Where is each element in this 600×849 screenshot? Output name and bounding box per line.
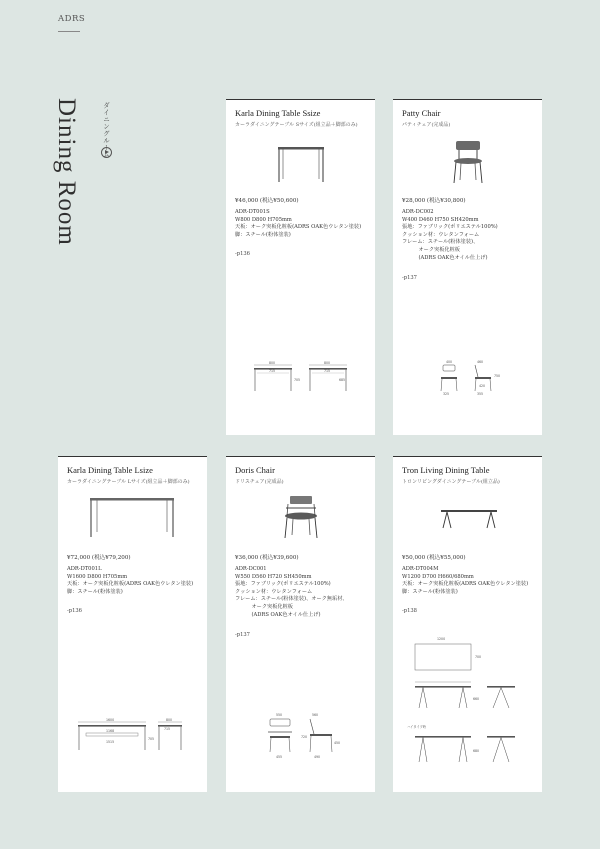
brand-rule	[58, 31, 80, 32]
dimension-drawing	[226, 712, 375, 760]
dim-foot-label: 1515	[106, 740, 115, 744]
dim-bottom-label: 325	[443, 392, 450, 395]
product-card-karla-s	[226, 99, 375, 435]
product-subtitle: カーラダイニングテーブル Sサイズ(組立品＋脚部のみ)	[235, 122, 358, 128]
product-price: ¥28,000 (税込¥30,800)	[402, 198, 466, 204]
dim-depth-label: 700	[475, 655, 482, 659]
dim-depth-label: 800	[324, 361, 331, 365]
product-card-karla-l	[58, 456, 207, 792]
dim-width-label: 1200	[437, 637, 446, 641]
product-photo	[226, 492, 375, 542]
product-title: Patty Chair	[402, 108, 441, 118]
dimension-drawing	[393, 359, 542, 395]
product-photo	[226, 137, 375, 187]
product-spec: ADR-DT001S W800 D800 H705mm 天板：オーク突板化粧板(ADRS OAK色ウレタン塗装) 脚：スチール(粉体塗装)	[235, 209, 362, 238]
section-subtitle: ダイニングルーム	[102, 102, 110, 158]
page-reference: -p137	[402, 275, 417, 281]
section-title: Dining Room	[53, 98, 80, 246]
dim-width-label: 550	[276, 713, 283, 717]
dimension-drawing	[226, 361, 375, 401]
product-subtitle: トロンリビングダイニングテーブル(組立品)	[402, 479, 500, 485]
product-title: Karla Dining Table Ssize	[235, 108, 321, 118]
dim-width-label: 400	[446, 360, 453, 364]
dim-inner2-label: 715	[324, 369, 331, 373]
dim-width-label: 800	[269, 361, 276, 365]
dim-width-label: 1600	[106, 718, 115, 722]
product-title: Tron Living Dining Table	[402, 465, 490, 475]
product-subtitle: パティチェア(完成品)	[402, 122, 451, 128]
high-type-note: ハイタイプ時	[407, 725, 426, 729]
dim-bottom2-label: 355	[477, 392, 484, 395]
dim-bottom2-label: 490	[314, 755, 321, 759]
dim-inner-label: 715	[269, 369, 276, 373]
product-subtitle: ドリスチェア(完成品)	[235, 479, 284, 485]
product-price: ¥50,000 (税込¥55,000)	[402, 555, 466, 561]
brand-label: ADRS	[58, 14, 86, 24]
dim-height-label: 705	[148, 737, 155, 741]
page-reference: -p136	[235, 251, 250, 257]
dim-seat-label: 450	[334, 741, 341, 745]
product-spec: ADR-DT001L W1600 D800 H705mm 天板：オーク突板化粧板(ADRS OAK色ウレタン塗装) 脚：スチール(粉体塗装)	[67, 566, 194, 595]
product-subtitle: カーラダイニングテーブル Lサイズ(組立品＋脚部のみ)	[67, 479, 190, 485]
dim-depth-label: 560	[312, 713, 319, 717]
dim-seat-label: 420	[479, 384, 486, 388]
dim-height-label: 750	[494, 374, 501, 378]
product-title: Karla Dining Table Lsize	[67, 465, 153, 475]
dim-height-high-label: 680	[473, 749, 480, 753]
dim-inner2-label: 715	[164, 727, 171, 731]
product-spec: ADR-DC001 W550 D560 H720 SH450mm 張地：ファブリック(ポリエステル100%) クッション材：ウレタンフォーム フレーム：スチール(粉体塗装)、オーク無垢材、 オーク突板化粧板 (ADRS OAK色オイル仕上げ)	[235, 566, 348, 618]
product-photo	[393, 135, 542, 187]
dim-height-label: 720	[301, 735, 308, 739]
page-reference: -p137	[235, 632, 250, 638]
dim-height-label: 660	[473, 697, 480, 701]
arrow-right-icon	[101, 147, 112, 158]
product-card-doris-chair	[226, 456, 375, 792]
dimension-drawing	[58, 718, 207, 758]
dim-height2-label: 685	[339, 378, 346, 382]
product-spec: ADR-DT004M W1200 D700 H660/680mm 天板：オーク突板化粧板(ADRS OAK色ウレタン塗装) 脚：スチール(粉体塗装)	[402, 566, 529, 595]
product-photo	[58, 492, 207, 542]
dim-inner-label: 1168	[106, 729, 115, 733]
page-reference: -p136	[67, 608, 82, 614]
dim-depth-label: 800	[166, 718, 173, 722]
page-reference: -p138	[402, 608, 417, 614]
product-price: ¥36,000 (税込¥39,600)	[235, 555, 299, 561]
product-spec: ADR-DC002 W400 D460 H750 SH420mm 張地：ファブリック(ポリエステル100%) クッション材：ウレタンフォーム フレーム：スチール(粉体塗装)、 オーク突板化粧板 (ADRS OAK色オイル仕上げ)	[402, 209, 498, 261]
dim-height-label: 705	[294, 378, 301, 382]
dim-bottom-label: 455	[276, 755, 283, 759]
product-price: ¥46,000 (税込¥50,600)	[235, 198, 299, 204]
product-card-patty-chair	[393, 99, 542, 435]
product-title: Doris Chair	[235, 465, 275, 475]
product-card-tron-table	[393, 456, 542, 792]
product-photo	[393, 492, 542, 542]
dimension-drawing	[393, 636, 542, 786]
product-price: ¥72,000 (税込¥79,200)	[67, 555, 131, 561]
dim-depth-label: 460	[477, 360, 484, 364]
